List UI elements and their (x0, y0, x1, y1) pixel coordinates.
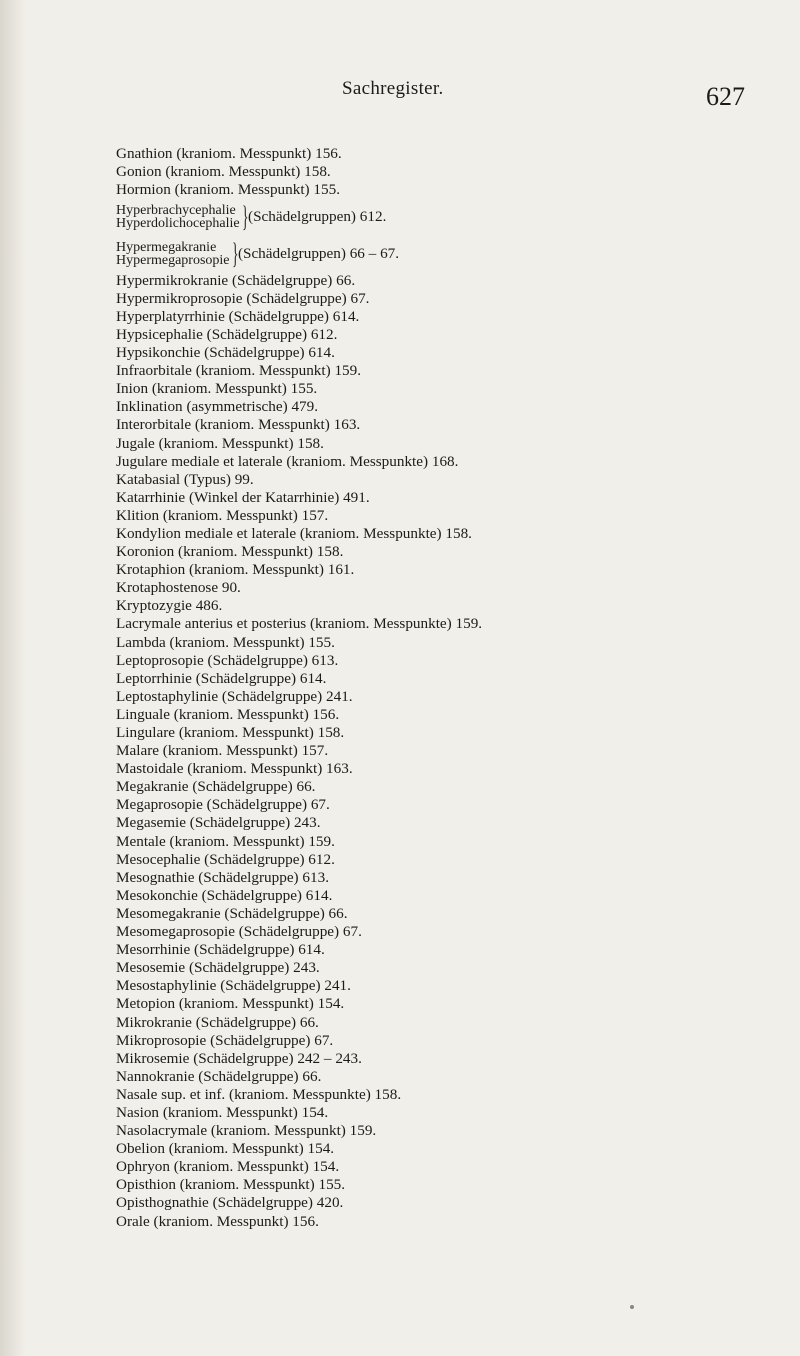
index-entry: Obelion (kraniom. Messpunkt) 154. (116, 1140, 335, 1158)
index-entry: Hypsikonchie (Schädelgruppe) 614. (116, 344, 335, 362)
index-entry: Interorbitale (kraniom. Messpunkt) 163. (116, 416, 361, 434)
index-entry: Hypermikrokranie (Schädelgruppe) 66. (116, 271, 356, 289)
index-group-brachy-dolicho (116, 199, 786, 235)
index-entry: Hormion (kraniom. Messpunkt) 155. (116, 181, 340, 199)
index-entry: Mesomegakranie (Schädelgruppe) 66. (116, 904, 348, 922)
index-entry: Inklination (asymmetrische) 479. (116, 398, 319, 416)
index-entry: Lacrymale anterius et posterius (kraniom. Messpunkte) 159. (116, 615, 483, 633)
index-term: Hyperbrachycephalie (116, 203, 236, 219)
index-entry: Nannokranie (Schädelgruppe) 66. (116, 1067, 322, 1085)
index-entry: Lingulare (kraniom. Messpunkt) 158. (116, 724, 345, 741)
index-entry: Klition (kraniom. Messpunkt) 157. (116, 506, 329, 524)
index-entry: Mesokonchie (Schädelgruppe) 614. (116, 886, 333, 904)
index-entry: Krotaphion (kraniom. Messpunkt) 161. (116, 561, 355, 579)
index-entry: Opisthognathie (Schädelgruppe) 420. (116, 1194, 344, 1212)
index-entry: Malare (kraniom. Messpunkt) 157. (116, 742, 329, 760)
entries-before (116, 145, 786, 199)
index-entry: Lambda (kraniom. Messpunkt) 155. (116, 633, 335, 651)
print-speck (630, 1305, 634, 1309)
index-entry: Opisthion (kraniom. Messpunkt) 155. (116, 1176, 346, 1194)
brace-icon: } (231, 236, 238, 270)
brace-icon: } (241, 200, 249, 234)
index-entry: Leptostaphylinie (Schädelgruppe) 241. (116, 687, 353, 705)
index-entry: Gnathion (kraniom. Messpunkt) 156. (116, 145, 342, 162)
index-entry: Metopion (kraniom. Messpunkt) 154. (116, 995, 345, 1013)
page-number: 627 (706, 82, 745, 111)
index-entry: Orale (kraniom. Messpunkt) 156. (116, 1212, 319, 1230)
index-entry: Megasemie (Schädelgruppe) 243. (116, 814, 321, 832)
index-entry: Mesocephalie (Schädelgruppe) 612. (116, 850, 335, 868)
index-entry: Nasion (kraniom. Messpunkt) 154. (116, 1103, 329, 1121)
index-entry: Jugale (kraniom. Messpunkt) 158. (116, 434, 324, 452)
index-entry: Mikrosemie (Schädelgruppe) 242 – 243. (116, 1049, 362, 1067)
index-entry: Mikroprosopie (Schädelgruppe) 67. (116, 1031, 334, 1049)
group-suffix: (Schädelgruppen) 66 – 67. (237, 244, 400, 262)
index-term: Hyperdolichocephalie (116, 216, 240, 232)
index-entry: Katarrhinie (Winkel der Katarrhinie) 491. (116, 488, 370, 506)
index-entry: Megakranie (Schädelgruppe) 66. (116, 778, 316, 796)
index-entry: Nasolacrymale (kraniom. Messpunkt) 159. (116, 1122, 377, 1140)
group-suffix: (Schädelgruppen) 612. (248, 208, 387, 226)
index-entry: Mesomegaprosopie (Schädelgruppe) 67. (116, 923, 362, 941)
index-entry: Krotaphostenose 90. (116, 579, 241, 597)
entries-after (116, 272, 786, 1231)
index-entry: Leptorrhinie (Schädelgruppe) 614. (116, 669, 327, 687)
index-entry: Mesostaphylinie (Schädelgruppe) 241. (116, 977, 351, 995)
page-header (0, 78, 800, 118)
index-entry: Leptoprosopie (Schädelgruppe) 613. (116, 651, 339, 669)
index-entry: Hypsicephalie (Schädelgruppe) 612. (116, 325, 338, 343)
index-entry: Mesorrhinie (Schädelgruppe) 614. (116, 941, 325, 959)
index-entry: Mentale (kraniom. Messpunkt) 159. (116, 832, 335, 850)
index-entry: Mikrokranie (Schädelgruppe) 66. (116, 1013, 319, 1031)
index-entry: Inion (kraniom. Messpunkt) 155. (116, 380, 318, 398)
index-entry: Mesognathie (Schädelgruppe) 613. (116, 868, 329, 886)
index-entry: Kondylion mediale et laterale (kraniom. Messpunkte) 158. (116, 524, 472, 542)
group-names (116, 204, 240, 230)
index-entry: Hyperplatyrrhinie (Schädelgruppe) 614. (116, 307, 360, 325)
index-entry: Koronion (kraniom. Messpunkt) 158. (116, 543, 344, 561)
index-entry: Hypermikroprosopie (Schädelgruppe) 67. (116, 289, 370, 307)
index-entry: Mastoidale (kraniom. Messpunkt) 163. (116, 760, 353, 778)
index-group-megakranie (116, 235, 786, 271)
index-entry: Linguale (kraniom. Messpunkt) 156. (116, 705, 340, 723)
running-title: Sachregister. (342, 78, 444, 99)
index-entry: Infraorbitale (kraniom. Messpunkt) 159. (116, 362, 362, 380)
index-entry: Megaprosopie (Schädelgruppe) 67. (116, 796, 330, 814)
group-names (116, 241, 230, 267)
index-entry: Nasale sup. et inf. (kraniom. Messpunkte) 158. (116, 1085, 402, 1103)
index-entry: Katabasial (Typus) 99. (116, 470, 254, 488)
index-term: Hypermegaprosopie (116, 252, 230, 268)
index-entry: Jugulare mediale et laterale (kraniom. Messpunkte) 168. (116, 452, 459, 470)
index-entry: Mesosemie (Schädelgruppe) 243. (116, 959, 320, 977)
index-term: Hypermegakranie (116, 239, 217, 255)
index-entry: Gonion (kraniom. Messpunkt) 158. (116, 163, 331, 181)
index-entry: Kryptozygie 486. (116, 597, 223, 615)
index-entries (116, 145, 786, 1231)
index-entry: Ophryon (kraniom. Messpunkt) 154. (116, 1158, 340, 1176)
book-spine-shadow (0, 0, 26, 1356)
